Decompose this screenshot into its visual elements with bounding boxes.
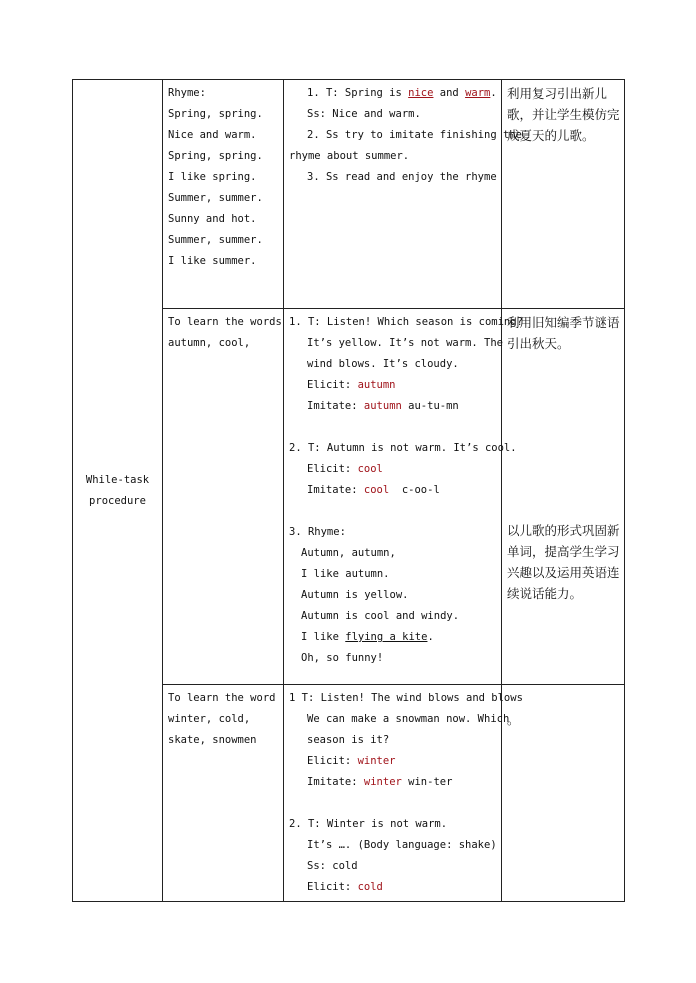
- step-line: It’s yellow. It’s not warm. The: [307, 337, 503, 349]
- purpose-text: 。: [507, 712, 520, 727]
- step-line: season is it?: [307, 734, 390, 746]
- step-text: I like: [301, 631, 346, 643]
- content-cell: [163, 309, 284, 685]
- content-line: skate, snowmen: [168, 734, 257, 746]
- purpose-text: 利用旧知编季节谜语引出秋天。: [507, 315, 620, 351]
- steps-cell: [284, 80, 522, 309]
- content-line: Summer, summer.: [168, 234, 263, 246]
- step-text: Imitate:: [307, 776, 364, 788]
- content-cell: [163, 685, 284, 902]
- keyword: cold: [357, 881, 383, 893]
- content-line: Spring, spring.: [168, 150, 263, 162]
- step-line: wind blows. It’s cloudy.: [307, 358, 459, 370]
- content-line: Sunny and hot.: [168, 213, 257, 225]
- step-line: [289, 877, 497, 898]
- content-line: Spring, spring.: [168, 108, 263, 120]
- content-line: winter, cold,: [168, 713, 251, 725]
- spacer: [289, 793, 497, 814]
- purpose-text: 以儿歌的形式巩固新单词，提高学生学习兴趣以及运用英语连续说话能力。: [507, 523, 620, 601]
- step-text: c-oo-l: [389, 484, 440, 496]
- steps-cell: [284, 685, 523, 902]
- step-text: Elicit:: [307, 755, 358, 767]
- step-text: Imitate:: [307, 400, 364, 412]
- step-line: [289, 751, 497, 772]
- step-text: and: [433, 87, 466, 99]
- step-line: 2. T: Winter is not warm.: [289, 818, 448, 830]
- rhyme-line: Oh, so funny!: [301, 652, 384, 664]
- content-line: To learn the words: [168, 316, 282, 328]
- step-line: Ss: Nice and warm.: [307, 108, 421, 120]
- content-line: I like summer.: [168, 255, 257, 267]
- table-row: [73, 80, 625, 309]
- rhyme-line: [289, 627, 497, 648]
- step-text: .: [427, 631, 434, 643]
- content-line: I like spring.: [168, 171, 257, 183]
- step-line: 1. T: Listen! Which season is coming?: [289, 316, 523, 328]
- step-line: [289, 459, 497, 480]
- content-line: autumn, cool,: [168, 337, 251, 349]
- step-text: Elicit:: [307, 463, 358, 475]
- step-line: 2. T: Autumn is not warm. It’s cool.: [289, 442, 517, 454]
- step-text: au-tu-mn: [401, 400, 459, 412]
- keyword: warm: [465, 87, 491, 99]
- step-line: 1 T: Listen! The wind blows and blows: [289, 692, 523, 704]
- content-line: Rhyme:: [168, 87, 206, 99]
- spacer: [289, 501, 497, 522]
- rhyme-line: Autumn is yellow.: [301, 589, 409, 601]
- content-line: Nice and warm.: [168, 129, 257, 141]
- spacer: [507, 354, 620, 520]
- spacer: [289, 417, 497, 438]
- keyword: winter: [363, 776, 402, 788]
- keyword: winter: [357, 755, 396, 767]
- content-line: To learn the word: [168, 692, 276, 704]
- steps-cell: [284, 309, 523, 685]
- step-line: [289, 375, 497, 396]
- step-line: [289, 83, 497, 104]
- step-line: [289, 772, 497, 793]
- keyword: autumn: [357, 379, 396, 391]
- keyword: autumn: [363, 400, 402, 412]
- step-line: 3. Ss read and enjoy the rhyme: [307, 171, 497, 183]
- step-line: 2. Ss try to imitate finishing the: [307, 129, 522, 141]
- spacer: [507, 688, 620, 709]
- rhyme-line: I like autumn.: [301, 568, 390, 580]
- step-line: 3. Rhyme:: [289, 526, 346, 538]
- step-line: rhyme about summer.: [289, 150, 410, 162]
- rhyme-line: Autumn, autumn,: [301, 547, 396, 559]
- step-text: win-ter: [401, 776, 453, 788]
- step-text: Elicit:: [307, 379, 358, 391]
- keyword: cool: [363, 484, 390, 496]
- stage-label: While-task: [85, 473, 150, 486]
- stage-cell: [73, 80, 163, 902]
- purpose-cell: [502, 309, 625, 685]
- step-line: Ss: cold: [307, 860, 358, 872]
- step-text: Elicit:: [307, 881, 358, 893]
- step-line: [289, 480, 497, 501]
- step-line: [289, 396, 497, 417]
- content-line: Summer, summer.: [168, 192, 263, 204]
- purpose-text: 利用复习引出新儿歌，并让学生模仿完成夏天的儿歌。: [507, 86, 620, 143]
- content-cell: [163, 80, 284, 309]
- step-line: We can make a snowman now. Which: [307, 713, 510, 725]
- step-text: .: [490, 87, 497, 99]
- purpose-cell: [502, 685, 625, 902]
- step-line: It’s …. (Body language: shake): [307, 839, 497, 851]
- purpose-cell: [502, 80, 625, 309]
- underlined-phrase: flying a kite: [345, 631, 428, 643]
- keyword: nice: [408, 87, 434, 99]
- keyword: cool: [357, 463, 383, 475]
- rhyme-line: Autumn is cool and windy.: [301, 610, 460, 622]
- stage-label: procedure: [89, 494, 146, 507]
- lesson-plan-table: [72, 79, 625, 902]
- step-text: 1. T: Spring is: [307, 87, 409, 99]
- step-text: Imitate:: [307, 484, 364, 496]
